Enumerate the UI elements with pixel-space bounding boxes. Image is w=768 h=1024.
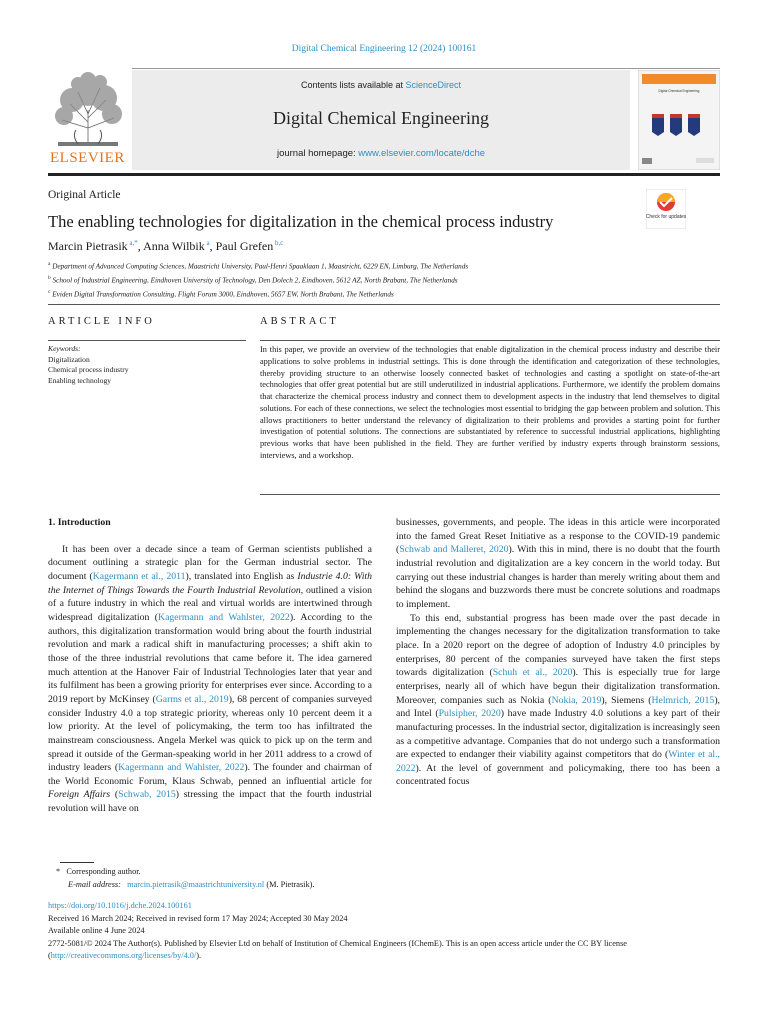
citation-link[interactable]: Kagermann and Wahlster, 2022 [118, 762, 245, 774]
affiliation-list [48, 259, 668, 301]
section-rule [48, 304, 720, 305]
body-paragraph: businesses, governments, and people. The ideas in this article were incorporated into the famed Great Reset Initiative as a response to the COVID-19 pandemic (Schwab and Malleret, 2020). With this in mind, there is no doubt that the fourth industrial revolution and digitalization are a key concern in the world today. But carrying out these industrial changes is harder than merely writing about them and behind the slogans and buzzwords there must be concrete solutions and roadmaps to implement. [396, 517, 720, 610]
affiliation-marker: c [48, 288, 51, 295]
body-paragraph: It has been over a decade since a team of German scientists published a document outlining a strategic plan for the German industrial sector. The document (Kagermann et al., 2011), translated into English as Industrie 4.0: With the Internet of Things Towards the Fourth Industrial Revolution, outlined a vision of a future industry in which the real and virtual worlds are intertwined through widespread digitalization (Kagermann and Wahlster, 2022). According to the authors, this digitalization transformation would bring about the fourth industrial revolution and mark a radical shift in manufacturing processes; a shift akin to those of the three industrial revolutions that came before it. The idea garnered much attention at the Hanover Fair of Industrial Technologies later that year and its fulfilment has been a growing priority for enterprises ever since. According to a 2019 report by McKinsey (Garms et al., 2019), 68 percent of companies surveyed consider Industry 4.0 a top strategic priority, whereas only 10 percent deem it a low priority. At the level of policymaking, the term too has infiltrated the mainstream consciousness. Angela Merkel was quick to pick up on the term and spread it outside of the German-speaking world in her 2011 address to a crowd of industry leaders (Kagermann and Wahlster, 2022). The founder and chairman of the World Economic Forum, Klaus Schwab, penned an influential article for Foreign Affairs (Schwab, 2015) stressing the impact that the fourth industrial revolution will have on [48, 543, 373, 815]
author-affiliation-marker[interactable]: b,c [273, 239, 284, 247]
citation-link[interactable]: Kagermann et al., 2011 [92, 570, 186, 582]
citation-link[interactable]: Nokia, 2019 [551, 694, 602, 706]
article-info-rule [48, 340, 246, 341]
abstract-text: In this paper, we provide an overview of the technologies that enable digitalization in the chemical process industry and describe their applications to solve problems in industrial settings. This is done through the identification and categorization of these technologies, thereby providing structure to an otherwise loosely connected basket of technologies and casting a spotlight on state-of-the-art technologies that offer great potential but are still underutilized in industrial applications. Furthermore, we identify the problem domains that characterize the chemical process industry and connect them to development aspects in the industry that lend themselves to digital solutions. For each of these connections, we select the technologies most essential to bridging the gap between problem and solution. This allows practitioners to better understand the relevancy of digitalization to their problems and provides a starting point for further investigation of potential solutions. The connections are substantiated by reference to successful industrial applications, highlighting previous works that have been published in the field. They are further verified by industry experts through brainstorm sessions, interviews, and a workshop. [260, 345, 720, 460]
license-end: ). [196, 951, 202, 960]
abstract-heading: ABSTRACT [260, 316, 339, 327]
author-list: Marcin Pietrasik $^{a,*}$, Anna Wilbik $^a$, Paul Grefen $^{b,c}$ [48, 239, 284, 253]
elsevier-logo[interactable] [48, 70, 128, 170]
email-label: E-mail address: [68, 879, 121, 889]
author-name: Paul Grefen [215, 239, 274, 253]
italic-text: Foreign Affairs [48, 789, 111, 801]
license-link[interactable]: http://creativecommons.org/licenses/by/4.0/ [50, 951, 197, 960]
affiliation: $^b$ School of Industrial Engineering, Eindhoven University of Technology, Den Dolech 2, Eindhoven, 5612 AZ, North Brabant, The Netherlands [48, 274, 458, 285]
author-affiliation-marker[interactable]: a,* [127, 239, 138, 247]
abstract-rule [260, 340, 720, 341]
email-line [56, 879, 314, 892]
keyword: Enabling technology [48, 375, 112, 385]
license-text: 2772-5081/© 2024 The Author(s). Published by Elsevier Ltd on behalf of Institution of Chemical Engineers (IChemE). This is an open access article under the CC BY license ( [48, 938, 627, 960]
footnote-marker: * [56, 867, 61, 876]
email-link[interactable]: marcin.pietrasik@maastrichtuniversity.nl [127, 879, 265, 889]
journal-title: Digital Chemical Engineering [273, 108, 489, 128]
body-paragraph: To this end, substantial progress has been made over the past decade in implementing the changes necessary for the digitalization transformation to take place. In a 2020 report on the degree of adoption of Industry 4.0 principles by enterprises, 80 percent of the companies surveyed have taken the first steps towards digitalization (Schuh et al., 2020). This is especially true for large enterprises, nearly all of which have begun their digitalization transformation. Moreover, companies such as Nokia (Nokia, 2019), Siemens (Helmrich, 2015), and Intel (Pulsipher, 2020) have made Industry 4.0 solutions a key part of their manufacturing processes. In the industrial sector, digitalization is increasingly seen as a competitive advantage. Companies that do not undergo such a transformation are expected to endanger their viability against competitors that do (Winter et al., 2022). At the level of government and policymaking, there too has been a concentrated focus [396, 612, 721, 788]
article-info-heading: ARTICLE INFO [48, 316, 155, 327]
author-name: Anna Wilbik [143, 239, 205, 253]
citation-link[interactable]: Schwab and Malleret, 2020 [399, 544, 509, 556]
journal-masthead [132, 70, 630, 170]
article-title: The enabling technologies for digitalization in the chemical process industry [48, 212, 554, 231]
homepage-line [132, 148, 630, 159]
elsevier-tree-icon [48, 70, 128, 150]
keyword: Chemical process industry [48, 365, 129, 375]
affiliation: $^c$ Eviden Digital Transformation Consulting, Flight Forum 3000, Eindhoven, 5657 EW, North Brabant, The Netherlands [48, 288, 394, 299]
body-column-left [48, 516, 372, 816]
footnote [56, 866, 314, 891]
keywords-block [48, 344, 129, 386]
citation-link[interactable]: Garms et al., 2019 [155, 693, 229, 705]
doi-link[interactable]: https://doi.org/10.1016/j.dche.2024.100161 [48, 901, 192, 910]
banner-bottom-rule [48, 173, 720, 176]
contents-prefix: Contents lists available at [300, 80, 406, 90]
author-name: Marcin Pietrasik [48, 239, 128, 253]
footnote-rule [60, 862, 94, 863]
affiliation-marker: b [48, 274, 51, 281]
journal-cover-thumbnail[interactable] [638, 70, 720, 170]
cover-image-icon [638, 70, 720, 170]
corresponding-author-label: Corresponding author. [66, 867, 141, 876]
right-paragraphs [396, 516, 720, 789]
corresponding-author-note [56, 866, 314, 879]
received-dates: Received 16 March 2024; Received in revised form 17 May 2024; Accepted 30 May 2024 [48, 913, 348, 923]
citation-link[interactable]: Pulsipher, 2020 [438, 708, 501, 720]
keyword: Digitalization [48, 354, 90, 364]
publication-info [48, 900, 728, 963]
citation-link[interactable]: Schuh et al., 2020 [492, 667, 573, 679]
homepage-prefix: journal homepage: [276, 148, 359, 159]
citation-link[interactable]: Kagermann and Wahlster, 2022 [158, 611, 290, 623]
citation-link[interactable]: Winter et al., 2022 [396, 749, 720, 774]
email-owner: (M. Pietrasik). [266, 879, 315, 889]
citation-link[interactable]: Helmrich, 2015 [651, 694, 715, 706]
crossmark-icon [646, 189, 686, 229]
body-column-right [396, 516, 720, 789]
italic-text: Industrie 4.0: With the Internet of Things Towards the Fourth Industrial Revolution [48, 570, 372, 596]
check-for-updates-badge[interactable] [646, 189, 686, 229]
elsevier-wordmark: ELSEVIER [50, 150, 125, 166]
affiliation: $^a$ Department of Advanced Computing Sciences, Maastricht University, Paul-Henri Spaaklaan 1, Maastricht, 6229 EN, Limburg, The Netherlands [48, 261, 469, 271]
cover-title: Digital Chemical Engineering [658, 89, 700, 93]
journal-banner [48, 70, 720, 174]
author-affiliation-marker[interactable]: a [204, 239, 210, 247]
left-paragraphs [48, 543, 372, 816]
abstract-bottom-rule [260, 494, 720, 495]
homepage-link[interactable]: www.elsevier.com/locate/dche [358, 148, 486, 159]
keywords-label: Keywords: [48, 344, 81, 353]
online-date: Available online 4 June 2024 [48, 926, 145, 935]
banner-top-rule [132, 68, 720, 69]
article-type: Original Article [48, 189, 121, 201]
journal-reference[interactable]: Digital Chemical Engineering 12 (2024) 100161 [291, 44, 477, 54]
contents-line [132, 80, 630, 90]
sciencedirect-link[interactable]: ScienceDirect [405, 80, 462, 90]
section-heading: 1. Introduction [48, 517, 111, 528]
crossmark-label: Check for updates [646, 214, 686, 220]
affiliation-marker: a [48, 261, 51, 267]
license-statement [48, 938, 728, 963]
citation-link[interactable]: Schwab, 2015 [118, 789, 176, 801]
